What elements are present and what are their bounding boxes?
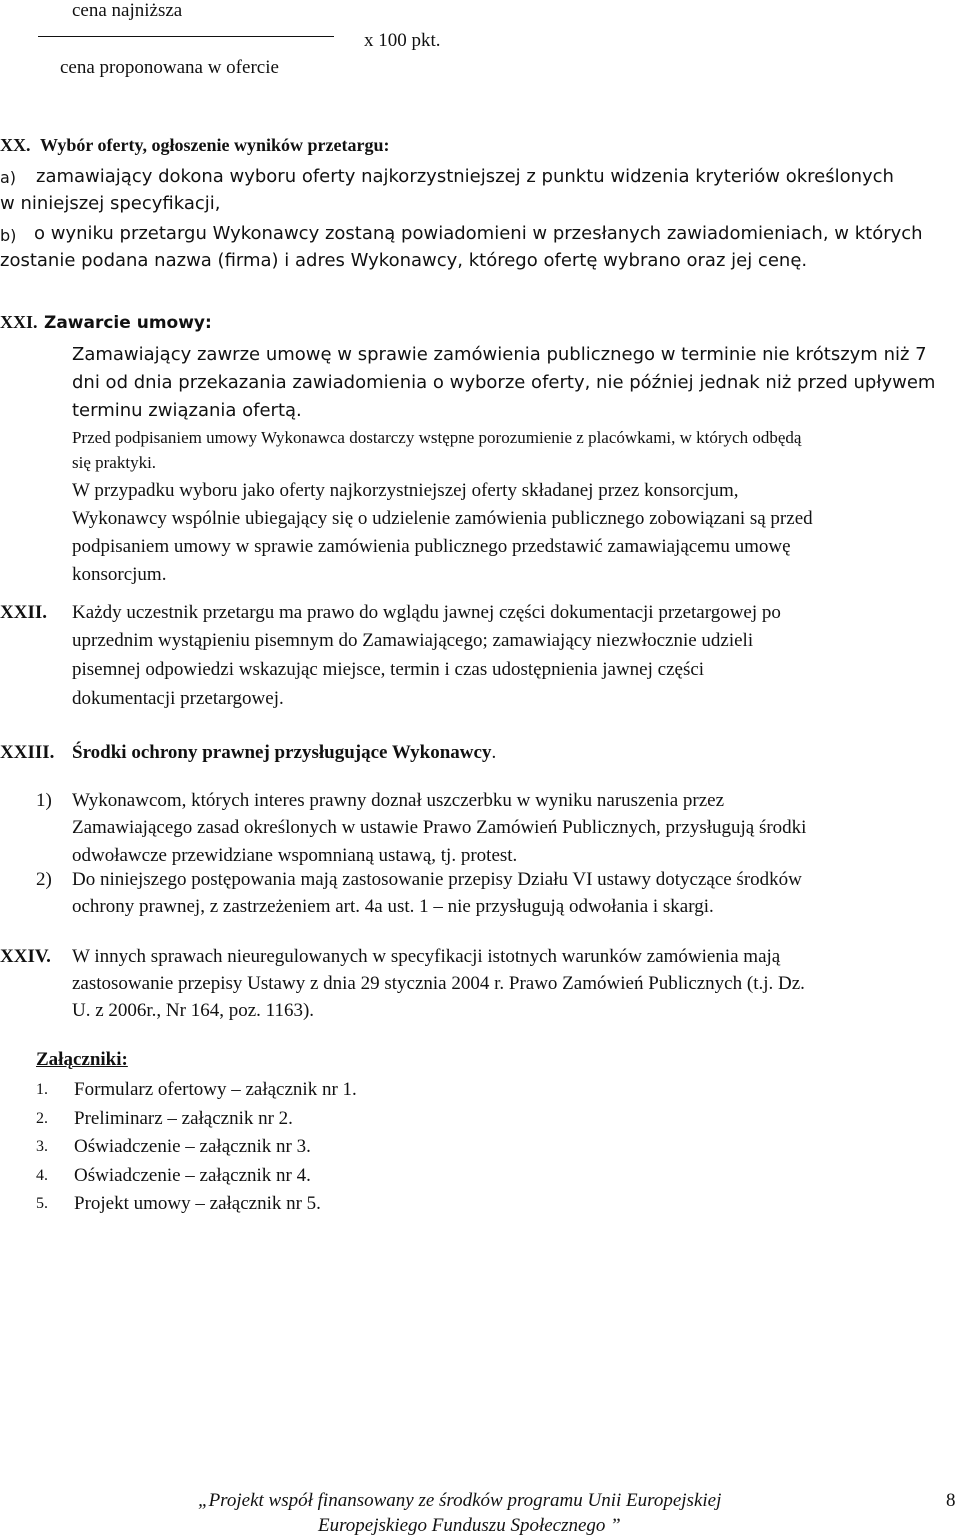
sec22-line4: dokumentacji przetargowej. <box>72 688 284 709</box>
sec23-title: Środki ochrony prawnej przysługujące Wykonawcy <box>72 742 492 763</box>
attachment-4-num: 4. <box>36 1167 48 1184</box>
sec21-para1-line3: terminu związania ofertą. <box>72 400 302 421</box>
sec23-item1-line1: Wykonawcom, których interes prawny doznał uszczerbku w wyniku naruszenia przez <box>72 790 725 811</box>
attachment-3-num: 3. <box>36 1138 48 1155</box>
sec20-item-b-label: b) <box>0 226 17 245</box>
sec22-line3: pisemnej odpowiedzi wskazując miejsce, termin i czas udostępnienia jawnej części <box>72 659 705 680</box>
sec21-number: XXI. <box>0 312 38 332</box>
sec20-item-b-line1: o wyniku przetargu Wykonawcy zostaną powiadomieni w przesłanych zawiadomieniach, w których <box>34 223 923 244</box>
footer-line2: Europejskiego Funduszu Społecznego ” <box>318 1515 621 1536</box>
attachment-4-text: Oświadczenie – załącznik nr 4. <box>74 1165 311 1186</box>
attachment-1-num: 1. <box>36 1081 48 1098</box>
formula-multiplier: x 100 pkt. <box>364 30 441 51</box>
sec20-item-a-label: a) <box>0 168 17 187</box>
sec22-line2: uprzednim wystąpieniu pisemnym do Zamawiającego; zamawiający niezwłocznie udzieli <box>72 630 754 651</box>
sec23-title-end: . <box>491 742 497 763</box>
sec21-para3-line3: podpisaniem umowy w sprawie zamówienia publicznego przedstawić zamawiającemu umowę <box>72 536 791 557</box>
sec23-item2-line1: Do niniejszego postępowania mają zastosowanie przepisy Działu VI ustawy dotyczące środków <box>72 869 802 890</box>
attachments-heading: Załączniki: <box>36 1049 128 1070</box>
sec23-item2-label: 2) <box>36 869 52 890</box>
sec21-para1-line2: dni od dnia przekazania zawiadomienia o wyborze oferty, nie później jednak niż przed upływem <box>72 372 936 393</box>
sec24-line3: U. z 2006r., Nr 164, poz. 1163). <box>72 1000 315 1021</box>
sec22-line1: Każdy uczestnik przetargu ma prawo do wglądu jawnej części dokumentacji przetargowej po <box>72 602 781 623</box>
sec22-number: XXII. <box>0 602 47 623</box>
attachment-1-text: Formularz ofertowy – załącznik nr 1. <box>74 1079 357 1100</box>
sec21-para3-line2: Wykonawcy wspólnie ubiegający się o udzielenie zamówienia publicznego zobowiązani są przed <box>72 508 813 529</box>
sec21-para3-line4: konsorcjum. <box>72 564 167 585</box>
attachment-5-text: Projekt umowy – załącznik nr 5. <box>74 1193 321 1214</box>
attachment-3-text: Oświadczenie – załącznik nr 3. <box>74 1136 311 1157</box>
sec20-item-a-line2: w niniejszej specyfikacji, <box>0 193 221 214</box>
sec20-item-b-line2: zostanie podana nazwa (firma) i adres Wykonawcy, którego ofertę wybrano oraz jej cenę. <box>0 250 808 271</box>
sec23-item1-line3: odwoławcze przewidziane wspomnianą ustawą, tj. protest. <box>72 845 518 866</box>
sec21-para3-line1: W przypadku wyboru jako oferty najkorzystniejszej oferty składanej przez konsorcjum, <box>72 480 739 501</box>
sec21-title: Zawarcie umowy: <box>44 313 212 333</box>
sec21-para2-line1: Przed podpisaniem umowy Wykonawca dostarczy wstępne porozumienie z placówkami, w których odbędą <box>72 428 802 447</box>
sec24-number: XXIV. <box>0 946 51 967</box>
footer-line1: „Projekt współ finansowany ze środków programu Unii Europejskiej <box>198 1490 722 1511</box>
sec23-item1-line2: Zamawiającego zasad określonych w ustawie Prawo Zamówień Publicznych, przysługują środki <box>72 817 807 838</box>
sec23-item1-label: 1) <box>36 790 52 811</box>
formula-denominator: cena proponowana w ofercie <box>60 57 279 78</box>
sec20-title: Wybór oferty, ogłoszenie wyników przetargu: <box>40 135 390 155</box>
sec21-para1-line1: Zamawiający zawrze umowę w sprawie zamówienia publicznego w terminie nie krótszym niż 7 <box>72 344 927 365</box>
sec20-item-a-line1: zamawiający dokona wyboru oferty najkorzystniejszej z punktu widzenia kryteriów określonych <box>36 166 894 187</box>
sec21-para2-line2: się praktyki. <box>72 453 157 472</box>
formula-numerator: cena najniższa <box>72 0 183 21</box>
fraction-line <box>38 36 334 37</box>
attachment-2-text: Preliminarz – załącznik nr 2. <box>74 1108 293 1129</box>
sec23-number: XXIII. <box>0 742 55 763</box>
sec23-title-wrap <box>72 742 496 764</box>
sec20-number: XX. <box>0 135 31 155</box>
attachment-2-num: 2. <box>36 1110 48 1127</box>
sec23-item2-line2: ochrony prawnej, z zastrzeżeniem art. 4a ust. 1 – nie przysługują odwołania i skargi. <box>72 896 714 917</box>
page-number: 8 <box>946 1490 956 1511</box>
sec24-line2: zastosowanie przepisy Ustawy z dnia 29 stycznia 2004 r. Prawo Zamówień Publicznych (t.j. Dz. <box>72 973 805 994</box>
attachment-5-num: 5. <box>36 1195 48 1212</box>
sec24-line1: W innych sprawach nieuregulowanych w specyfikacji istotnych warunków zamówienia mają <box>72 946 781 967</box>
